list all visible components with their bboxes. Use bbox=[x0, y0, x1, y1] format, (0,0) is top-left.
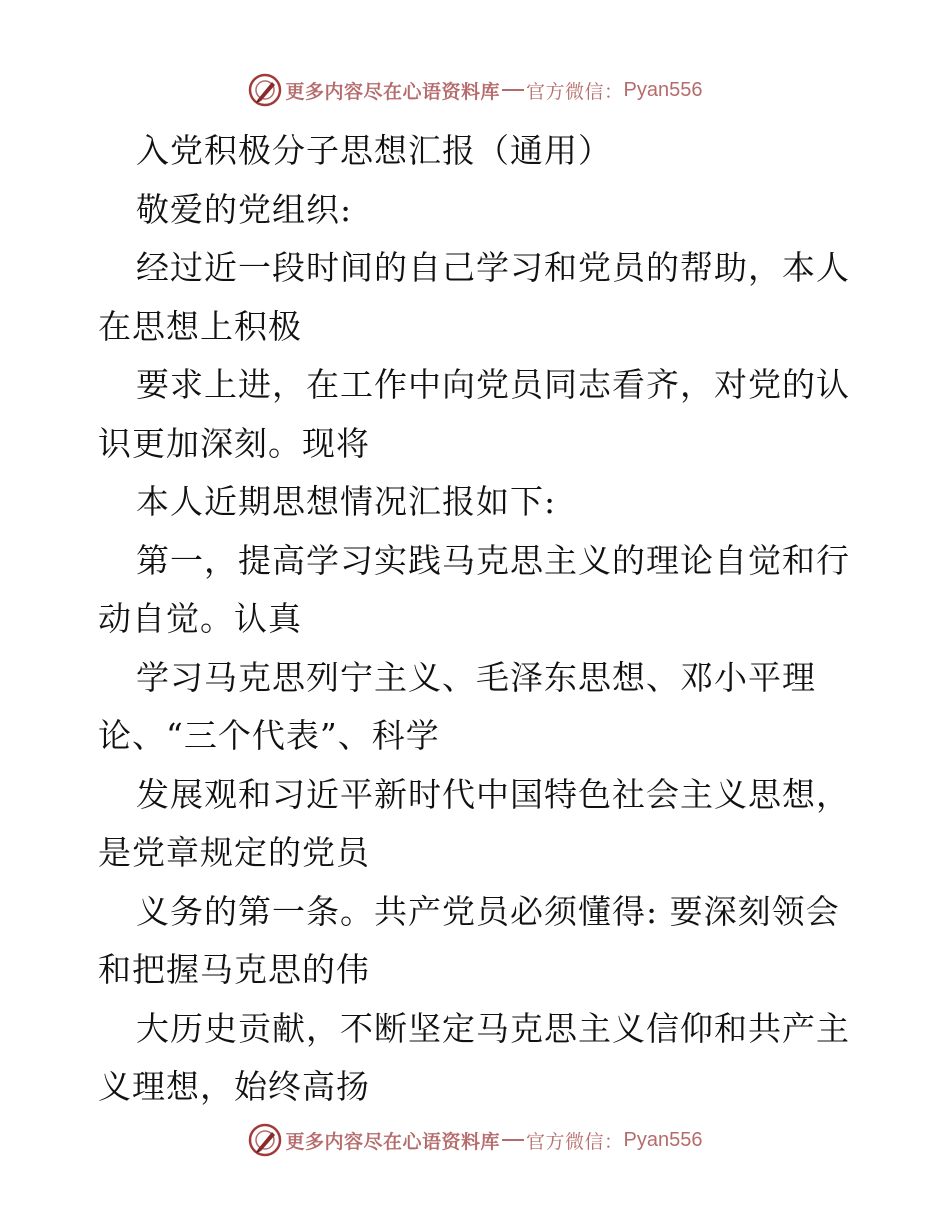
document-body bbox=[98, 122, 858, 1117]
header-dash bbox=[502, 89, 524, 91]
pen-logo-icon bbox=[248, 1123, 282, 1157]
pen-logo-icon bbox=[248, 73, 282, 107]
footer-wechat-label: 官方微信： bbox=[526, 1130, 624, 1153]
document-line: 识更加深刻。现将 bbox=[98, 423, 370, 463]
document-line: 义理想，始终高扬 bbox=[98, 1067, 370, 1106]
footer-banner-text: 更多内容尽在心语资料库 bbox=[285, 1130, 501, 1153]
document-line: 学习马克思列宁主义、毛泽东思想、邓小平理 bbox=[136, 657, 816, 697]
document-line: 经过近一段时间的自己学习和党员的帮助，本人 bbox=[136, 248, 850, 287]
footer-banner bbox=[0, 1120, 950, 1160]
document-line: 要求上进，在工作中向党员同志看齐，对党的认 bbox=[136, 365, 850, 404]
header-wechat-label: 官方微信： bbox=[526, 80, 624, 103]
footer-dash bbox=[502, 1139, 524, 1141]
document-line: 论、“三个代表”、科学 bbox=[98, 716, 440, 755]
document-line: 发展观和习近平新时代中国特色社会主义思想， bbox=[136, 774, 850, 814]
header-banner-text: 更多内容尽在心语资料库 bbox=[285, 80, 501, 103]
document-line: 第一，提高学习实践马克思主义的理论自觉和行 bbox=[136, 540, 850, 580]
document-line: 动自觉。认真 bbox=[98, 599, 302, 638]
document-line: 是党章规定的党员 bbox=[98, 833, 370, 872]
document-line: 义务的第一条。共产党员必须懂得: 要深刻领会 bbox=[136, 891, 840, 931]
document-line: 敬爱的党组织: bbox=[136, 189, 353, 229]
header-banner bbox=[0, 70, 950, 110]
document-line: 入党积极分子思想汇报（通用） bbox=[136, 131, 612, 170]
document-line: 在思想上积极 bbox=[98, 306, 302, 346]
header-wechat-id: Pyan556 bbox=[623, 78, 703, 101]
document-line: 大历史贡献，不断坚定马克思主义信仰和共产主 bbox=[136, 1008, 850, 1048]
document-line: 本人近期思想情况汇报如下: bbox=[136, 482, 557, 521]
document-line: 和把握马克思的伟 bbox=[98, 950, 370, 989]
footer-wechat-id: Pyan556 bbox=[623, 1128, 703, 1151]
